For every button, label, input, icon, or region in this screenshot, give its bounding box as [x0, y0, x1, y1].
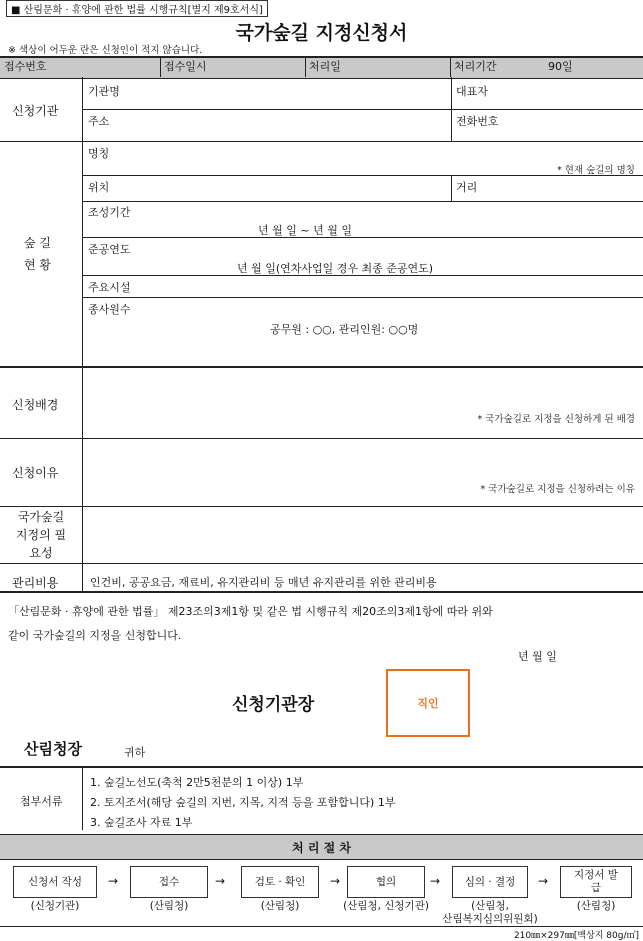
actor-step-5: (산림청, 산림복지심의위원회): [442, 900, 538, 925]
cost-section-label: 관리비용: [12, 576, 59, 590]
necessity-label-3: 요성: [29, 546, 53, 560]
trail-section-label-2: 현 황: [24, 258, 51, 272]
background-section-label: 신청배경: [12, 398, 59, 412]
facilities-label: 주요시설: [88, 281, 131, 294]
process-date-label: 처리일: [309, 60, 341, 73]
receipt-number-label: 접수번호: [4, 60, 47, 73]
staff-value: 공무원 : ○○, 관리인원: ○○명: [270, 323, 419, 336]
declaration-date: 년 월 일: [518, 650, 557, 663]
attachment-item-2: 2. 토지조서(해당 숲길의 지번, 지목, 지적 등을 포함합니다) 1부: [90, 796, 396, 809]
trail-section-label-1: 숲 길: [24, 236, 51, 250]
reason-note: * 국가숲길로 지정을 신청하려는 이유: [480, 484, 635, 495]
actor-step-3: (산림청): [260, 900, 300, 912]
org-name-label: 기관명: [88, 85, 120, 98]
phone-label: 전화번호: [456, 115, 499, 128]
cost-value: 인건비, 공공요금, 재료비, 유지관리비 등 매년 유지관리를 위한 관리비용: [90, 576, 437, 589]
procedure-title: 처 리 절 차: [292, 840, 351, 855]
arrow-icon: →: [108, 874, 119, 888]
build-period-label: 조성기간: [88, 206, 131, 219]
process-period-label: 처리기간: [454, 60, 497, 73]
seal-text: 직인: [417, 697, 439, 710]
declaration-line-2: 같이 국가숲길의 지정을 신청합니다.: [8, 629, 182, 642]
necessity-label-2: 지정의 필: [15, 528, 67, 542]
address-label: 주소: [88, 115, 110, 128]
step-issuance: 지정서 발 급: [560, 866, 632, 898]
signatory-label: 신청기관장: [232, 695, 315, 715]
distance-label: 거리: [456, 181, 478, 194]
receipt-date-label: 접수일시: [164, 60, 207, 73]
arrow-icon: →: [330, 874, 341, 888]
process-period-value: 90일: [548, 60, 573, 73]
build-period-value: 년 월 일 ~ 년 월 일: [258, 224, 352, 237]
trail-name-note: * 현재 숲길의 명칭: [556, 165, 635, 176]
step-review: 검토 · 확인: [241, 866, 319, 898]
step-receipt: 접수: [130, 866, 208, 898]
applicant-section-label: 신청기관: [12, 104, 59, 118]
trail-name-label: 명칭: [88, 147, 110, 160]
location-label: 위치: [88, 181, 110, 194]
reason-section-label: 신청이유: [12, 466, 59, 480]
attachments-label: 첨부서류: [20, 795, 63, 808]
arrow-icon: →: [215, 874, 226, 888]
necessity-label-1: 국가숲길: [17, 510, 65, 524]
step-application: 신청서 작성: [13, 866, 97, 898]
step-consultation: 협의: [347, 866, 425, 898]
attachment-item-3: 3. 숲길조사 자료 1부: [90, 816, 193, 829]
completion-year-label: 준공연도: [88, 243, 131, 256]
paper-spec: 210㎜×297㎜[백상지 80g/㎡]: [513, 931, 639, 941]
recipient-suffix: 귀하: [124, 746, 146, 759]
background-note: * 국가숲길로 지정을 신청하게 된 배경: [477, 414, 635, 425]
declaration-line-1: 「산림문화 · 휴양에 관한 법률」 제23조의3제1항 및 같은 법 시행규칙 제20조의3제1항에 따라 위와: [8, 605, 493, 618]
seal-box: [386, 669, 470, 737]
completion-year-value: 년 월 일(연차사업일 경우 최종 준공연도): [237, 262, 434, 275]
actor-step-4: (산림청, 신청기관): [343, 900, 429, 912]
instruction-note: ※ 색상이 어두운 란은 신청인이 적지 않습니다.: [8, 45, 203, 56]
representative-label: 대표자: [456, 85, 488, 98]
procedure-header: [0, 834, 643, 860]
law-reference: ■ 산림문화 · 휴양에 관한 법률 시행규칙[별지 제9호서식]: [6, 0, 268, 17]
staff-label: 종사원수: [88, 303, 131, 316]
attachment-item-1: 1. 숲길노선도(축척 2만5천분의 1 이상) 1부: [90, 776, 304, 789]
actor-step-2: (산림청): [149, 900, 189, 912]
step-deliberation: 심의 · 결정: [452, 866, 528, 898]
actor-step-6: (산림청): [576, 900, 616, 912]
actor-step-1: (신청기관): [30, 900, 80, 912]
arrow-icon: →: [538, 874, 549, 888]
recipient-name: 산림청장: [24, 740, 82, 758]
form-title: 국가숲길 지정신청서: [235, 22, 408, 44]
arrow-icon: →: [430, 874, 441, 888]
